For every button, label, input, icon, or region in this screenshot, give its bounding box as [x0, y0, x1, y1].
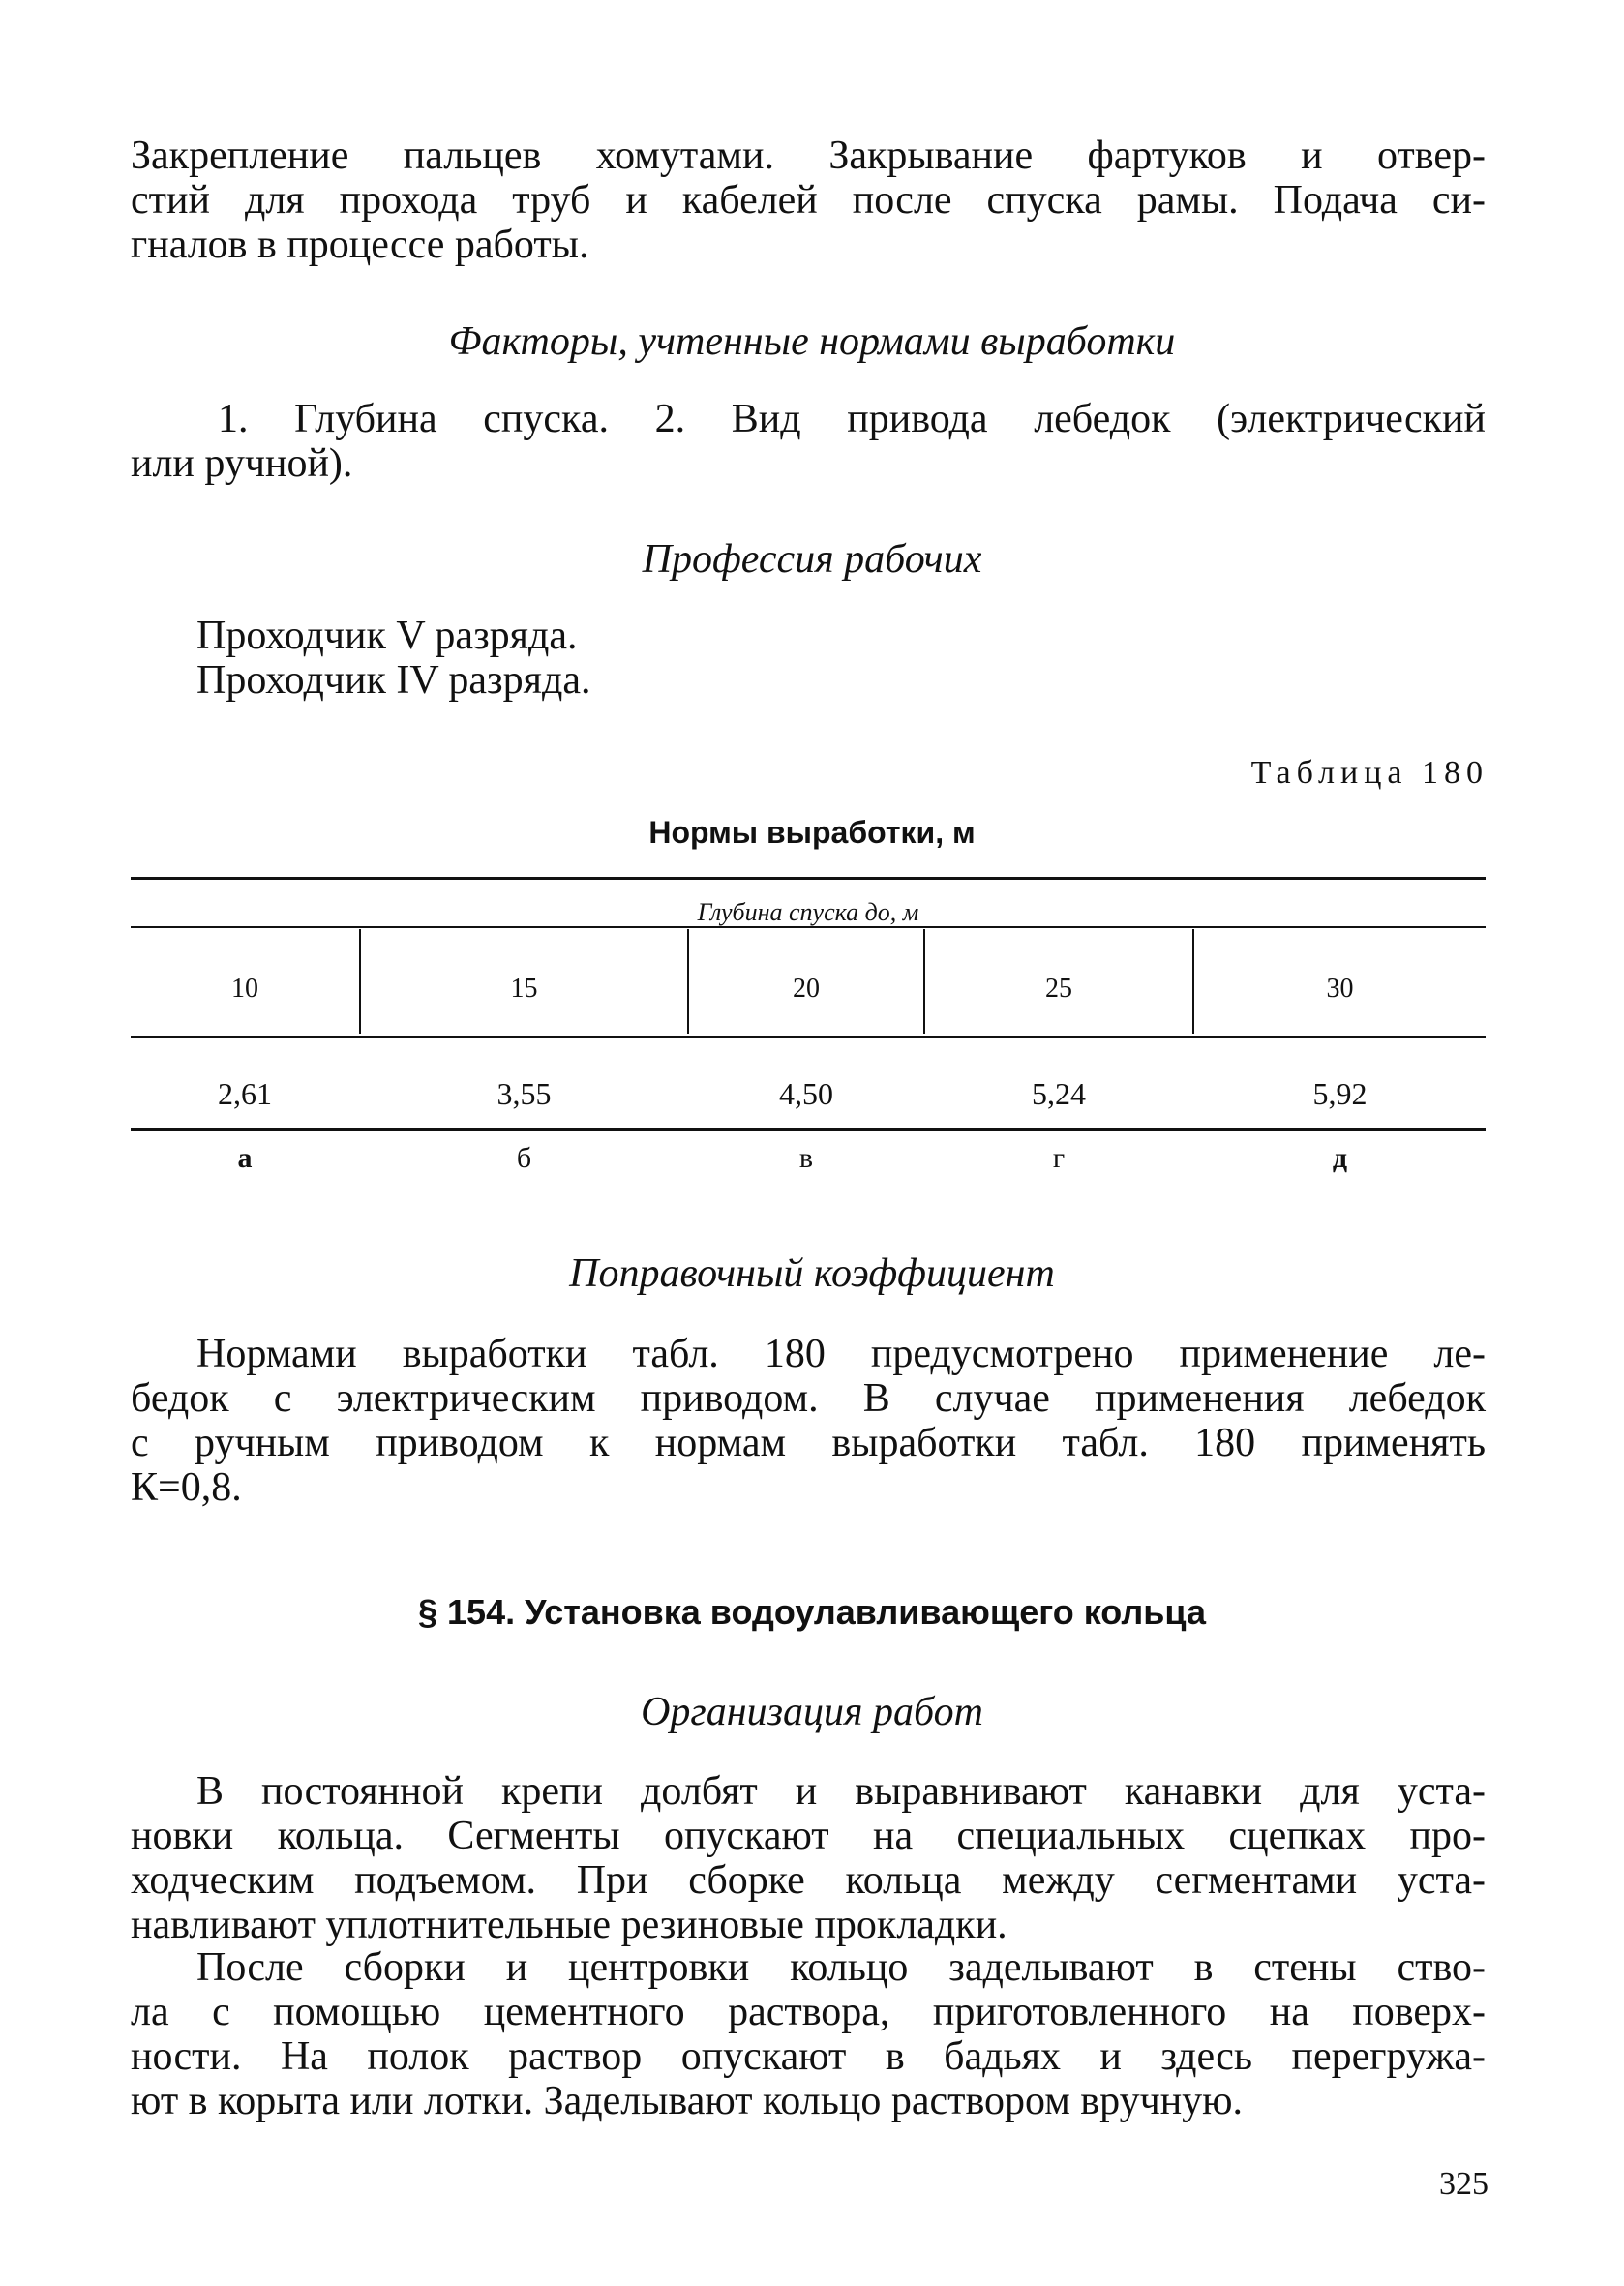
column-letter: д	[1332, 1142, 1348, 1174]
text-line: 1. Глубина спуска. 2. Вид привода лебедок (электрический	[218, 397, 1486, 441]
norm-value: 5,92	[1312, 1076, 1368, 1111]
column-letter: б	[516, 1142, 532, 1174]
text-line: с ручным приводом к нормам выработки табл. 180 применять	[131, 1421, 1486, 1465]
table-header-rule	[131, 926, 1486, 928]
depth-header: 25	[1045, 974, 1072, 1004]
text-line: Нормами выработки табл. 180 предусмотрено применение ле-	[196, 1332, 1486, 1376]
worker-item: Проходчик IV разряда.	[196, 658, 591, 703]
text-line: новки кольца. Сегменты опускают на специальных сцепках про-	[131, 1814, 1486, 1858]
org-heading: Организация работ	[641, 1690, 983, 1734]
norm-value: 5,24	[1032, 1076, 1086, 1111]
text-line: ходческим подъемом. При сборке кольца между сегментами уста-	[131, 1858, 1486, 1903]
text-line: Закрепление пальцев хомутами. Закрывание фартуков и отвер-	[131, 134, 1486, 178]
text-line: или ручной).	[131, 441, 353, 486]
depth-header: 30	[1326, 974, 1354, 1004]
column-letter: в	[798, 1142, 814, 1174]
text-line: бедок с электрическим приводом. В случае применения лебедок	[131, 1376, 1486, 1421]
depth-header: 20	[793, 974, 820, 1004]
paragraph-2	[131, 1945, 1486, 2123]
worker-item: Проходчик V разряда.	[196, 614, 578, 658]
text-line: К=0,8.	[131, 1465, 242, 1510]
norm-value: 2,61	[218, 1076, 272, 1111]
intro-paragraph	[131, 134, 1486, 267]
page-number: 325	[1439, 2166, 1489, 2202]
text-line: ют в корыта или лотки. Заделывают кольцо раствором вручную.	[131, 2079, 1244, 2123]
text-line: После сборки и центровки кольцо заделывают в стены ство-	[196, 1945, 1486, 1990]
table-top-rule	[131, 877, 1486, 880]
paragraph-1	[131, 1769, 1486, 1947]
factors-heading: Факторы, учтенные нормами выработки	[448, 319, 1176, 364]
table-bottom-rule	[131, 1128, 1486, 1131]
text-line: стий для прохода труб и кабелей после спуска рамы. Подача си-	[131, 178, 1486, 223]
factors-paragraph	[131, 397, 1486, 486]
depth-header: 10	[231, 974, 258, 1004]
text-line: ла с помощью цементного раствора, приготовленного на поверх-	[131, 1990, 1486, 2034]
table-title: Нормы выработки, м	[648, 815, 976, 850]
text-line: гналов в процессе работы.	[131, 223, 589, 267]
table-body-rule	[131, 1036, 1486, 1038]
table-group-header: Глубина спуска до, м	[697, 898, 919, 926]
coef-heading: Поправочный коэффициент	[569, 1251, 1055, 1296]
profession-heading: Профессия рабочих	[642, 537, 982, 582]
table-number: Таблица 180	[1250, 755, 1489, 791]
column-letter: г	[1052, 1142, 1066, 1174]
text-line: ности. На полок раствор опускают в бадьях и здесь перегружа-	[131, 2034, 1486, 2079]
text-line: В постоянной крепи долбят и выравнивают канавки для уста-	[196, 1769, 1486, 1814]
depth-header: 15	[510, 974, 538, 1004]
coef-paragraph	[131, 1332, 1486, 1510]
section-title: § 154. Установка водоулавливающего кольца	[418, 1592, 1206, 1632]
column-letter: а	[237, 1142, 253, 1174]
norm-value: 3,55	[496, 1076, 552, 1111]
workers-list	[196, 614, 1164, 703]
norm-value: 4,50	[779, 1076, 833, 1111]
text-line: навливают уплотнительные резиновые прокладки.	[131, 1903, 1007, 1947]
